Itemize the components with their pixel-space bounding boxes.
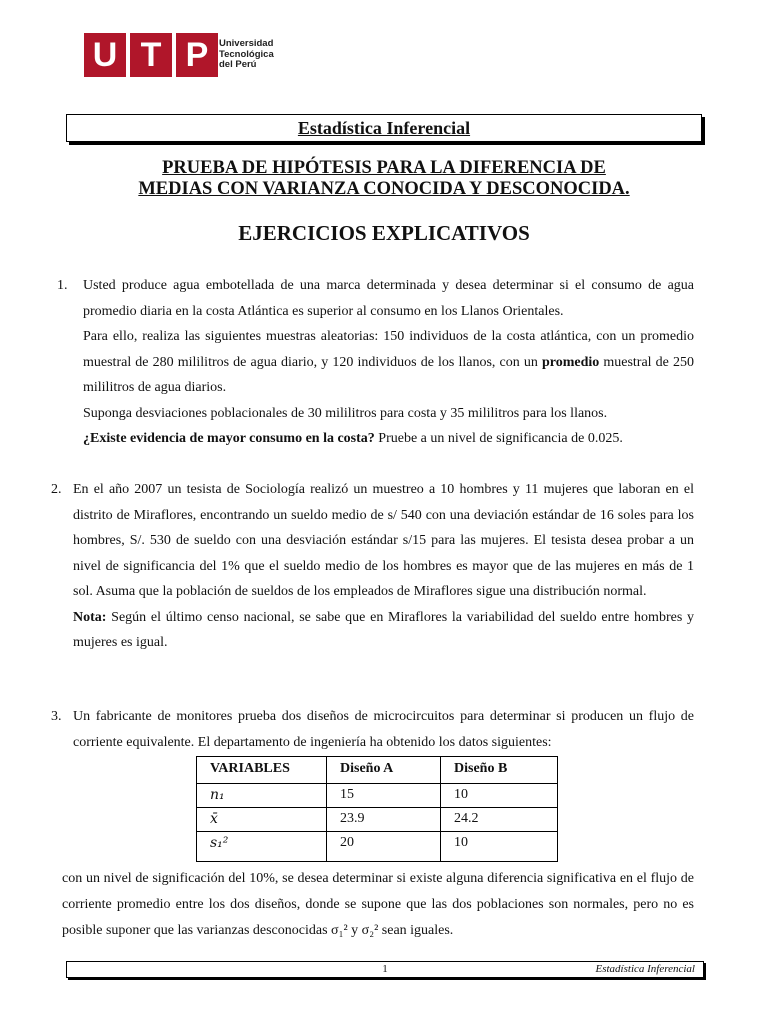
bold-text: promedio — [541, 354, 600, 370]
table-header-cell: Diseño B — [441, 757, 558, 784]
table-cell: 24.2 — [441, 808, 558, 832]
exercise-paragraph: Usted produce agua embotellada de una marca determinada y desea determinar si el consumo de agua promedio diaria en la costa Atlántica es superior al consumo en los Llanos Orientales. — [83, 278, 694, 319]
exercise-number: 1. — [57, 278, 68, 293]
exercise-2 — [51, 477, 694, 656]
course-title: Estadística Inferencial — [66, 114, 702, 142]
exercise-paragraph: con un nivel de significación del 10%, se desea determinar si existe alguna diferencia significativa en el flujo de corriente promedio entre los dos diseños, donde se supone que las dos poblaciones son normales, pero no es posible suponer que las varianzas desconocidas σ₁² y σ₂² sean iguales. — [62, 871, 694, 938]
exercise-3-continuation — [62, 866, 694, 944]
text-run: Pruebe a un nivel de significancia de 0.025. — [374, 431, 623, 446]
document-subtitle — [60, 158, 708, 200]
table-row — [197, 784, 558, 808]
exercise-paragraph: Suponga desviaciones poblacionales de 30 mililitros para costa y 35 mililitros para los llanos. — [83, 405, 608, 421]
exercise-note — [73, 605, 694, 656]
exercise-number: 2. — [51, 482, 62, 497]
text-run: Según el último censo nacional, se sabe que en Miraflores la variabilidad del sueldo entre hombres y mujeres es igual. — [73, 609, 694, 650]
footer-title: Estadística Inferencial — [595, 963, 695, 975]
exercise-paragraph: Un fabricante de monitores prueba dos diseños de microcircuitos para determinar si producen un flujo de corriente equivalente. El departamento de ingeniería ha obtenido los datos siguientes: — [73, 709, 694, 750]
table-cell: n₁ — [197, 784, 327, 808]
exercise-1 — [57, 273, 694, 452]
table-cell: 10 — [441, 832, 558, 862]
table-cell: 20 — [327, 832, 441, 862]
exercise-number: 3. — [51, 709, 62, 724]
exercise-3 — [51, 704, 694, 755]
exercise-question — [83, 426, 694, 452]
text-run: Para ello, realiza las siguientes muestras aleatorias: 150 individuos de la costa atlántica, con un promedio muestral de 280 mililitros de agua diario, y 120 individuos de los llanos, con un — [83, 329, 694, 370]
section-heading: EJERCICIOS EXPLICATIVOS — [238, 221, 530, 245]
table-cell: s₁² — [197, 832, 327, 862]
exercise-paragraph — [83, 324, 694, 401]
logo-letter-u: U — [84, 33, 126, 77]
design-data-table — [196, 756, 558, 862]
logo-university-name — [219, 39, 309, 71]
subtitle-line: PRUEBA DE HIPÓTESIS PARA LA DIFERENCIA DE — [162, 158, 606, 178]
table-cell: x̄ — [197, 808, 327, 832]
bold-text: ¿Existe evidencia de mayor consumo en la costa? — [83, 431, 375, 446]
logo-letter-t: T — [130, 33, 172, 77]
logo-line: del Perú — [219, 59, 257, 70]
table-header-row — [197, 757, 558, 784]
subtitle-line: MEDIAS CON VARIANZA CONOCIDA Y DESCONOCIDA. — [138, 179, 630, 199]
table-cell: 15 — [327, 784, 441, 808]
note-label: Nota: — [73, 609, 107, 625]
table-row — [197, 808, 558, 832]
table-cell: 23.9 — [327, 808, 441, 832]
page-footer — [66, 961, 704, 978]
table-header-cell: Diseño A — [327, 757, 441, 784]
table-header-cell: VARIABLES — [197, 757, 327, 784]
table-cell: 10 — [441, 784, 558, 808]
exercise-paragraph: En el año 2007 un tesista de Sociología realizó un muestreo a 10 hombres y 11 mujeres que laboran en el distrito de Miraflores, encontrando un sueldo medio de s/ 540 con una deviación estándar de 16 soles para los hombres, S/. 530 de sueldo con una desviación estándar s/15 para las mujeres. El tesista desea probar a un nivel de significancia del 1% que el sueldo medio de los hombres es mayor que de las mujeres en más de 1 sol. Asuma que la población de sueldos de los empleados de Miraflores sigue una distribución normal. — [73, 482, 694, 599]
logo-line: Universidad — [219, 38, 274, 49]
logo-line: Tecnológica — [219, 48, 274, 60]
text-run: muestral de 250 mililitros de agua diarios. — [83, 354, 694, 395]
table-row — [197, 832, 558, 862]
logo-letter-p: P — [176, 33, 218, 77]
page-number: 1 — [382, 963, 388, 975]
